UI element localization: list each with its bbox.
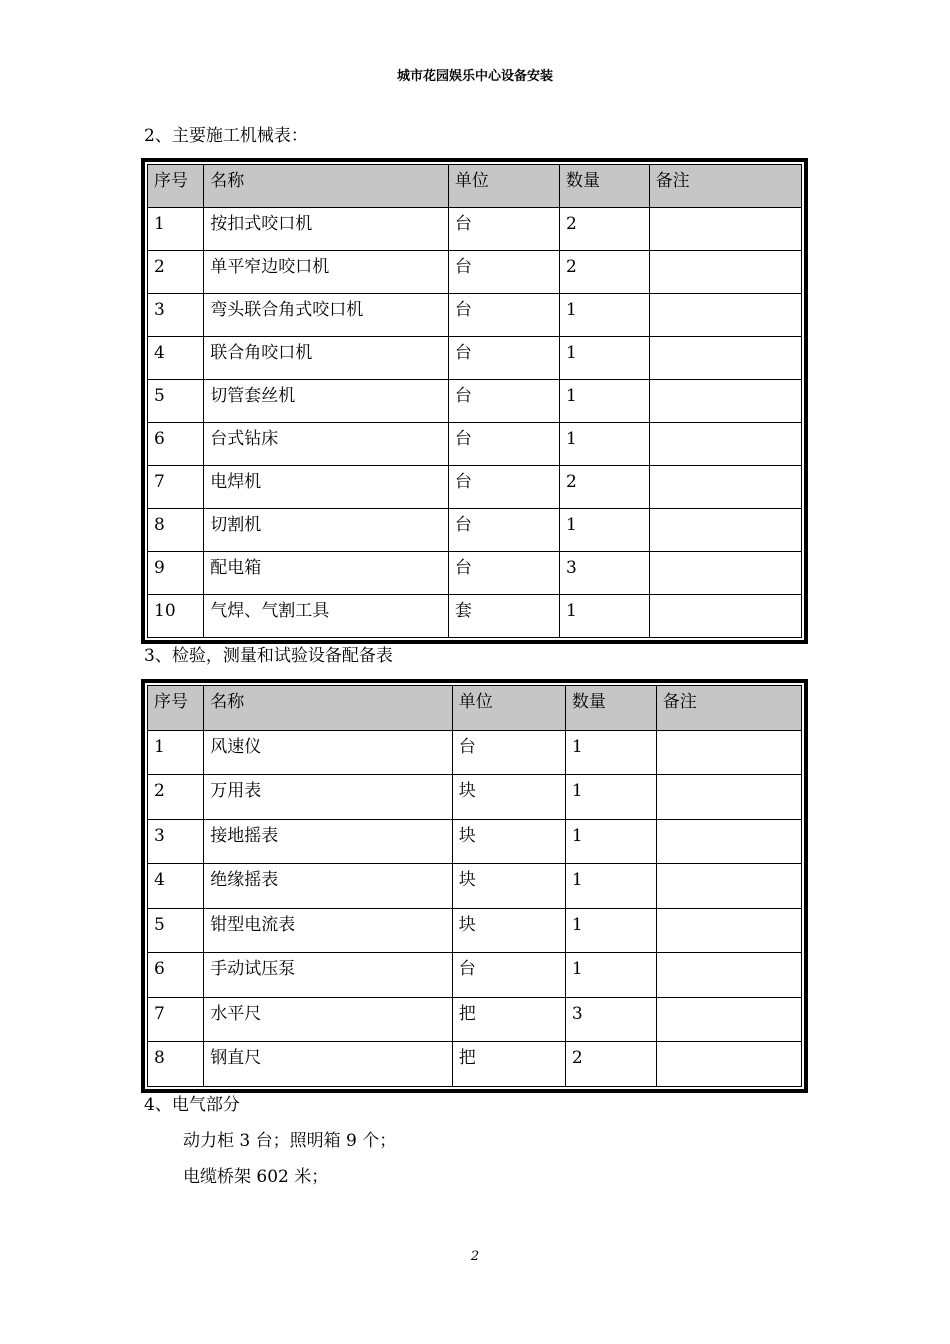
machinery-table-cell: 10 (148, 595, 204, 638)
inspection-table-cell: 块 (452, 819, 565, 864)
machinery-header-row (148, 165, 802, 208)
inspection-table-cell: 1 (565, 908, 656, 953)
inspection-column-header: 数量 (565, 686, 656, 731)
inspection-table-row (148, 908, 802, 953)
machinery-table-row (148, 337, 802, 380)
machinery-table-cell: 2 (148, 251, 204, 294)
machinery-table-row (148, 294, 802, 337)
machinery-table-cell: 2 (560, 466, 650, 509)
machinery-table-cell: 1 (560, 380, 650, 423)
inspection-table-cell: 2 (565, 1042, 656, 1087)
machinery-table-cell: 2 (560, 208, 650, 251)
section-4-heading: 4、电气部分 (144, 1095, 240, 1115)
inspection-table-row (148, 953, 802, 998)
machinery-column-header: 单位 (448, 165, 559, 208)
inspection-table-cell (656, 864, 801, 909)
inspection-table-cell: 万用表 (204, 775, 453, 820)
machinery-table-row (148, 509, 802, 552)
inspection-table-cell: 1 (565, 819, 656, 864)
inspection-equipment-table (141, 679, 808, 1093)
machinery-table-cell: 台 (448, 552, 559, 595)
inspection-table-cell (656, 908, 801, 953)
machinery-table-cell: 4 (148, 337, 204, 380)
inspection-table-cell: 把 (452, 1042, 565, 1087)
inspection-table-row (148, 819, 802, 864)
inspection-table-cell: 1 (565, 864, 656, 909)
machinery-table-cell (649, 552, 801, 595)
inspection-table-cell: 1 (148, 730, 204, 775)
machinery-table-cell: 2 (560, 251, 650, 294)
machinery-table-cell (649, 595, 801, 638)
machinery-table-cell: 1 (560, 509, 650, 552)
machinery-table-cell: 切管套丝机 (204, 380, 449, 423)
inspection-table-cell: 8 (148, 1042, 204, 1087)
machinery-column-header: 数量 (560, 165, 650, 208)
inspection-table-cell: 风速仪 (204, 730, 453, 775)
machinery-table-cell: 台 (448, 208, 559, 251)
machinery-table-cell: 台 (448, 423, 559, 466)
inspection-column-header: 序号 (148, 686, 204, 731)
inspection-column-header: 单位 (452, 686, 565, 731)
page-number: 2 (470, 1249, 480, 1264)
inspection-table-cell (656, 953, 801, 998)
machinery-table-cell: 台 (448, 251, 559, 294)
machinery-table-cell: 8 (148, 509, 204, 552)
machinery-table-cell: 弯头联合角式咬口机 (204, 294, 449, 337)
inspection-table-cell: 3 (565, 997, 656, 1042)
machinery-table-cell: 切割机 (204, 509, 449, 552)
machinery-table-cell: 7 (148, 466, 204, 509)
machinery-table-cell: 按扣式咬口机 (204, 208, 449, 251)
section-3-heading: 3、检验，测量和试验设备配备表 (144, 646, 393, 666)
inspection-table-cell: 块 (452, 864, 565, 909)
inspection-table-cell: 台 (452, 730, 565, 775)
inspection-table-cell: 块 (452, 775, 565, 820)
machinery-table-cell: 单平窄边咬口机 (204, 251, 449, 294)
machinery-table-row (148, 595, 802, 638)
electrical-cabinets-text: 动力柜 3 台；照明箱 9 个； (183, 1131, 397, 1151)
inspection-table-row (148, 775, 802, 820)
machinery-table-cell: 1 (560, 595, 650, 638)
inspection-table-cell: 2 (148, 775, 204, 820)
machinery-table-cell (649, 208, 801, 251)
inspection-table-cell: 1 (565, 953, 656, 998)
inspection-table-cell: 4 (148, 864, 204, 909)
inspection-table-cell: 绝缘摇表 (204, 864, 453, 909)
inspection-table-cell: 6 (148, 953, 204, 998)
machinery-table-row (148, 552, 802, 595)
inspection-table-cell (656, 775, 801, 820)
inspection-table-cell: 接地摇表 (204, 819, 453, 864)
inspection-table-cell: 7 (148, 997, 204, 1042)
machinery-table-cell: 台 (448, 337, 559, 380)
inspection-table-cell: 块 (452, 908, 565, 953)
machinery-table-cell: 电焊机 (204, 466, 449, 509)
inspection-table-cell (656, 730, 801, 775)
machinery-table-row (148, 251, 802, 294)
inspection-table-cell (656, 997, 801, 1042)
inspection-table-cell: 钳型电流表 (204, 908, 453, 953)
inspection-table-cell: 把 (452, 997, 565, 1042)
machinery-table-cell: 3 (148, 294, 204, 337)
inspection-table-cell: 水平尺 (204, 997, 453, 1042)
inspection-table-cell: 钢直尺 (204, 1042, 453, 1087)
machinery-table-cell (649, 251, 801, 294)
machinery-table-cell: 6 (148, 423, 204, 466)
inspection-column-header: 名称 (204, 686, 453, 731)
cable-tray-text: 电缆桥架 602 米； (183, 1167, 329, 1187)
inspection-table-row (148, 730, 802, 775)
machinery-column-header: 名称 (204, 165, 449, 208)
machinery-table-cell: 5 (148, 380, 204, 423)
machinery-table-row (148, 380, 802, 423)
inspection-table-cell (656, 819, 801, 864)
inspection-table-cell: 3 (148, 819, 204, 864)
machinery-table-cell (649, 466, 801, 509)
machinery-table-cell (649, 294, 801, 337)
construction-machinery-table (141, 158, 808, 644)
machinery-table-row (148, 208, 802, 251)
machinery-table-cell (649, 337, 801, 380)
machinery-table-cell: 1 (560, 423, 650, 466)
machinery-table-cell: 台式钻床 (204, 423, 449, 466)
machinery-table-cell: 1 (148, 208, 204, 251)
machinery-table-cell: 气焊、气割工具 (204, 595, 449, 638)
machinery-table-cell: 台 (448, 380, 559, 423)
machinery-table-cell (649, 380, 801, 423)
inspection-table-row (148, 864, 802, 909)
inspection-table-cell: 1 (565, 775, 656, 820)
inspection-header-row (148, 686, 802, 731)
inspection-table-cell: 手动试压泵 (204, 953, 453, 998)
machinery-table-cell: 套 (448, 595, 559, 638)
inspection-table-cell: 5 (148, 908, 204, 953)
machinery-table-cell: 台 (448, 466, 559, 509)
machinery-table-cell: 台 (448, 509, 559, 552)
inspection-column-header: 备注 (656, 686, 801, 731)
machinery-table-cell: 联合角咬口机 (204, 337, 449, 380)
inspection-table-cell (656, 1042, 801, 1087)
section-2-heading: 2、主要施工机械表： (144, 126, 308, 146)
machinery-column-header: 备注 (649, 165, 801, 208)
inspection-table-cell: 台 (452, 953, 565, 998)
machinery-table-cell: 1 (560, 337, 650, 380)
inspection-table-row (148, 997, 802, 1042)
machinery-table-cell: 9 (148, 552, 204, 595)
machinery-column-header: 序号 (148, 165, 204, 208)
machinery-table-cell (649, 423, 801, 466)
inspection-table-row (148, 1042, 802, 1087)
machinery-table-row (148, 423, 802, 466)
machinery-table-cell: 配电箱 (204, 552, 449, 595)
machinery-table-row (148, 466, 802, 509)
machinery-table-cell: 3 (560, 552, 650, 595)
machinery-table-cell (649, 509, 801, 552)
inspection-table-cell: 1 (565, 730, 656, 775)
machinery-table-cell: 台 (448, 294, 559, 337)
machinery-table-cell: 1 (560, 294, 650, 337)
document-header-title: 城市花园娱乐中心设备安装 (396, 69, 553, 84)
